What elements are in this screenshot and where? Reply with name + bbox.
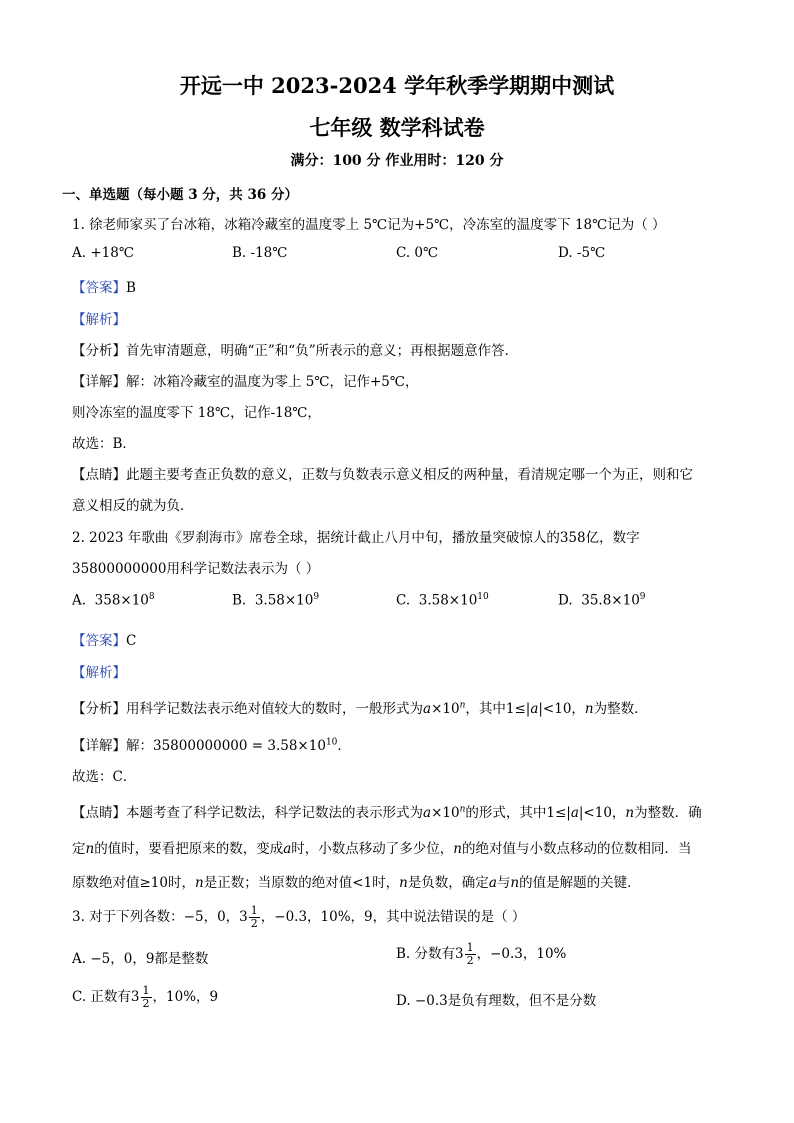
q2-option-c: C. $3.58\times 10^{10}$ <box>396 592 489 609</box>
q2-dianjing-2: 定n的值时，要看把原来的数，变成a时，小数点移动了多少位，n的绝对值与小数点移动的位数相同．当 <box>72 841 692 857</box>
q1-option-a: A. +18℃ <box>72 245 134 261</box>
q2-dianjing: 【点睛】本题考查了科学记数法，科学记数法的表示形式为$a\times 10^n$的形式，其中1≤|a|<10，n为整数．确 <box>72 804 702 821</box>
exam-title: 开远一中 2023-2024 学年秋季学期期中测试 <box>179 73 615 98</box>
q1-option-d: D. -5℃ <box>558 245 606 261</box>
q2-option-a: A. $358\times 10^8$ <box>72 592 155 609</box>
q1-analysis-tag: 【解析】 <box>72 312 126 328</box>
q2-dianjing-3: 原数绝对值≥10时，n是正数；当原数的绝对值<1时，n是负数，确定a与n的值是解题的关键． <box>72 875 641 891</box>
q1-stem: 1. 徐老师家买了台冰箱，冰箱冷藏室的温度零上 5℃记为+5℃，冷冻室的温度零下 18℃记为（ ） <box>72 217 666 233</box>
exam-subtitle: 七年级 数学科试卷 <box>309 115 485 140</box>
q3-option-d: D. −0.3是负有理数，但不是分数 <box>396 993 597 1009</box>
q1-dianjing-2: 意义相反的就为负． <box>72 498 194 514</box>
q2-option-b: B. $3.58\times 10^9$ <box>232 592 320 609</box>
q2-answer: 【答案】C <box>72 633 137 649</box>
q1-answer: 【答案】B <box>72 280 136 296</box>
q2-stem-2: 35800000000用科学记数法表示为（ ） <box>72 561 320 577</box>
q2-choice: 故选：C． <box>72 769 137 785</box>
fraction: $\frac{1}{2}$ <box>142 984 150 1010</box>
fraction: $\frac{1}{2}$ <box>250 904 258 930</box>
q2-analysis-tag: 【解析】 <box>72 665 126 681</box>
q3-stem: 3. 对于下列各数：−5，0，3 $\frac{1}{2}$ ，−0.3，10%，9，其中说法错误的是（ ） <box>72 904 526 930</box>
q1-fenxi: 【分析】首先审清题意，明确“正”和“负”所表示的意义；再根据题意作答． <box>72 343 519 359</box>
q2-xiangjie: 【详解】解：$35800000000 = 3.58\times 10^{10}$． <box>72 737 351 754</box>
q1-xiangjie-2: 则冷冻室的温度零下 18℃，记作-18℃， <box>72 405 321 421</box>
q1-choice: 故选：B． <box>72 436 136 452</box>
q1-option-c: C. 0℃ <box>396 245 439 261</box>
fraction: $\frac{1}{2}$ <box>466 941 474 967</box>
q3-option-a: A. −5，0，9都是整数 <box>72 951 209 967</box>
q1-xiangjie: 【详解】解：冰箱冷藏室的温度为零上 5℃，记作+5℃， <box>72 374 419 390</box>
exam-info: 满分：100 分 作业用时：120 分 <box>290 153 504 169</box>
q2-fenxi: 【分析】用科学记数法表示绝对值较大的数时，一般形式为$a\times 10^n$，其中1≤|a|<10，n为整数． <box>72 700 648 717</box>
q1-dianjing: 【点睛】此题主要考查正负数的意义，正数与负数表示意义相反的两种量，看清规定哪一个为正，则和它 <box>72 467 693 483</box>
q1-option-b: B. -18℃ <box>232 245 288 261</box>
q3-option-b: B. 分数有3 $\frac{1}{2}$ ，−0.3，10% <box>396 941 567 967</box>
q2-option-d: D. $35.8\times 10^9$ <box>558 592 646 609</box>
q3-option-c: C. 正数有3 $\frac{1}{2}$ ，10%，9 <box>72 984 219 1010</box>
q2-stem: 2. 2023 年歌曲《罗刹海市》席卷全球，据统计截止八月中旬，播放量突破惊人的358亿，数字 <box>72 530 640 546</box>
section-heading: 一、单选题（每小题 3 分，共 36 分） <box>62 187 298 203</box>
